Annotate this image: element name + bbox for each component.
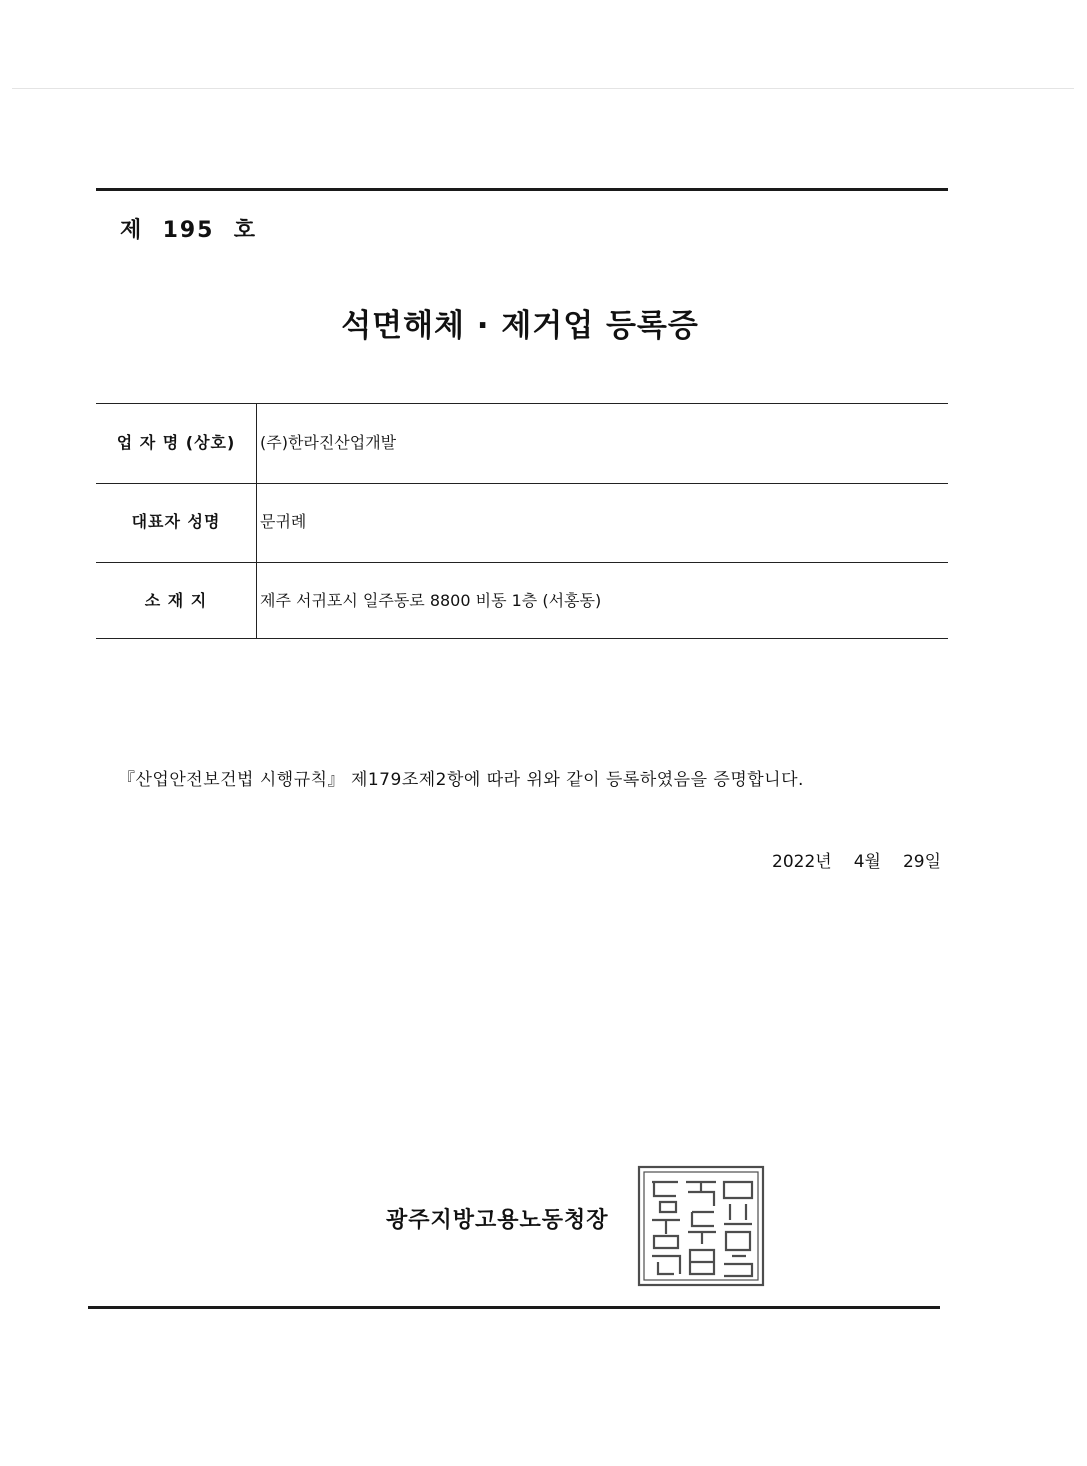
- issuer-name: 광주지방고용노동청장: [386, 1208, 609, 1233]
- certification-statement: 『산업안전보건법 시행규칙』 제179조제2항에 따라 위와 같이 등록하였음을 증명합니다.: [118, 770, 804, 790]
- bottom-border-rule: [88, 1306, 940, 1309]
- certificate-title: 석면해체 · 제거업 등록증: [341, 308, 699, 344]
- issue-date: [772, 847, 941, 872]
- table-row-divider: [96, 562, 948, 563]
- address-label: 소 재 지: [144, 591, 208, 610]
- company-name-value: (주)한라진산업개발: [260, 433, 397, 452]
- official-seal-stamp: [636, 1164, 766, 1288]
- issue-date-year: 2022년: [772, 852, 832, 872]
- table-row-divider: [96, 483, 948, 484]
- issue-date-day: 29일: [902, 852, 941, 872]
- representative-value: 문귀례: [260, 512, 307, 531]
- table-bottom-rule: [96, 638, 948, 639]
- table-column-divider: [256, 403, 257, 639]
- scan-artifact-line: [12, 88, 1074, 89]
- representative-label: 대표자 성명: [131, 512, 221, 531]
- company-name-label: 업 자 명 (상호): [116, 433, 236, 452]
- certificate-number: 제 195 호: [120, 218, 258, 243]
- address-value: 제주 서귀포시 일주동로 8800 비동 1층 (서홍동): [260, 591, 602, 610]
- issue-date-month: 4월: [853, 852, 881, 872]
- table-top-rule: [96, 403, 948, 404]
- top-border-rule: [96, 188, 948, 191]
